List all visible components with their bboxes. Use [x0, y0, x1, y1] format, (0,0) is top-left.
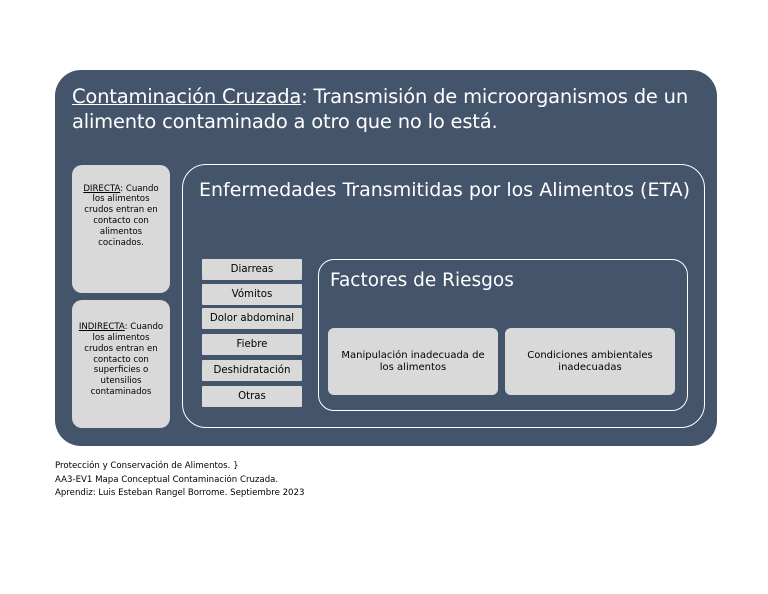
eta-title: Enfermedades Transmitidas por los Alimentos (ETA)	[199, 179, 691, 201]
type-text-directa: : Cuando los alimentos crudos entran en contacto con alimentos cocinados.	[84, 183, 159, 248]
type-box-directa	[72, 165, 170, 293]
symptom-item: Deshidratación	[202, 360, 302, 381]
risk-factors-title: Factores de Riesgos	[330, 270, 514, 291]
symptom-item: Diarreas	[202, 259, 302, 280]
risk-factor-item: Condiciones ambientales inadecuadas	[505, 328, 675, 395]
type-keyword-directa: DIRECTA	[83, 183, 121, 194]
type-text-indirecta: : Cuando los alimentos crudos entran en contacto con superficies o utensilios contaminados	[84, 322, 164, 397]
symptom-item: Fiebre	[202, 334, 302, 355]
symptom-item: Dolor abdominal	[202, 308, 302, 329]
type-keyword-indirecta: INDIRECTA	[78, 322, 125, 333]
risk-factor-item: Manipulación inadecuada de los alimentos	[328, 328, 498, 395]
footer-line: AA3-EV1 Mapa Conceptual Contaminación Cruzada.	[55, 474, 279, 485]
concept-term: Contaminación Cruzada	[72, 85, 302, 108]
type-box-indirecta	[72, 300, 170, 428]
concept-definition: : Transmisión de microorganismos de un alimento contaminado a otro que no lo está.	[72, 85, 689, 133]
concept-title	[72, 84, 702, 134]
footer-notes	[55, 460, 304, 501]
symptom-item: Otras	[202, 386, 302, 407]
eta-group	[182, 164, 705, 428]
symptom-item: Vómitos	[202, 284, 302, 305]
footer-line: Aprendiz: Luis Esteban Rangel Borrome. Septiembre 2023	[55, 488, 305, 498]
concept-map-panel	[55, 70, 717, 446]
footer-line: Protección y Conservación de Alimentos. }	[55, 461, 239, 471]
risk-factors-group	[318, 259, 688, 411]
